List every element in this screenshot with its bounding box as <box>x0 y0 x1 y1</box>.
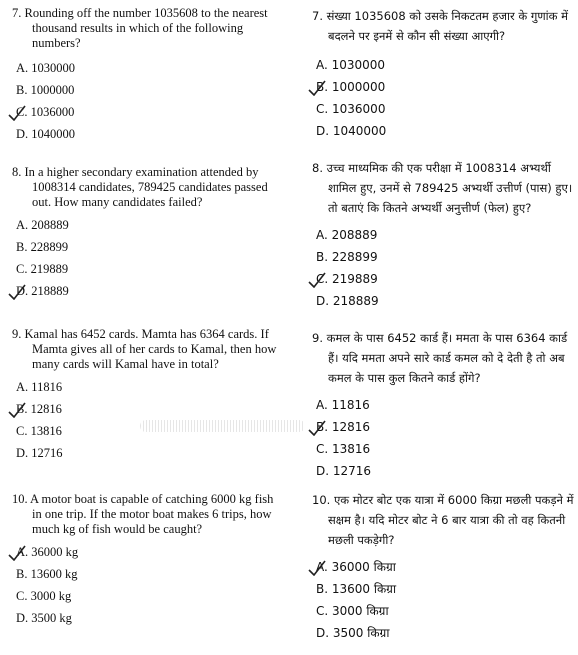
option-a-marked <box>312 560 574 574</box>
option-b: B. 228899 <box>316 250 378 264</box>
question-7-hi <box>312 6 574 138</box>
question-10-hi <box>312 490 574 640</box>
option-c: C. 3000 किग्रा <box>316 604 389 618</box>
option-a: A. 1030000 <box>316 58 386 72</box>
question-7-en <box>12 6 282 142</box>
option-d: D. 3500 किग्रा <box>316 626 390 640</box>
option-d: D. 1040000 <box>316 124 387 138</box>
option-c: C. 13816 <box>16 424 62 438</box>
option-b: B. 228899 <box>16 240 69 254</box>
option-a-marked <box>12 545 282 560</box>
option-b-marked <box>312 420 574 434</box>
option-d: D. 3500 kg <box>16 611 72 625</box>
option-b-marked <box>312 80 574 94</box>
question-9-hi <box>312 328 574 478</box>
option-d: D. 218889 <box>316 294 379 308</box>
option-c-marked <box>312 272 574 286</box>
option-b: B. 13600 किग्रा <box>316 582 397 596</box>
option-b: B. 13600 kg <box>16 567 78 581</box>
question-text: 7. Rounding off the number 1035608 to the nearest thousand results in which of the following numbers? <box>12 6 268 50</box>
question-text: 10. एक मोटर बोट एक यात्रा में 6000 किग्रा मछली पकड़ने में सक्षम है। यदि मोटर बोट ने 6 बार यात्रा की तो वह कितनी मछली पकड़ेगी? <box>312 493 574 547</box>
option-a: A. 208889 <box>316 228 378 242</box>
option-a: A. 11816 <box>316 398 370 412</box>
option-b: B. 1000000 <box>16 83 75 97</box>
option-c: C. 219889 <box>16 262 69 276</box>
option-b-marked <box>12 402 282 417</box>
question-text: 8. In a higher secondary examination attended by 1008314 candidates, 789425 candidates passed out. How many candidates failed? <box>12 165 268 209</box>
option-d: D. 12716 <box>16 446 63 460</box>
option-c: C. 1036000 <box>316 102 386 116</box>
question-8-hi <box>312 158 574 308</box>
scan-smudge <box>140 420 305 432</box>
question-10-en <box>12 492 282 626</box>
option-c-marked <box>12 105 282 120</box>
question-text: 10. A motor boat is capable of catching 6000 kg fish in one trip. If the motor boat makes 6 trips, how much kg of fish would be caught? <box>12 492 274 536</box>
option-d: D. 1040000 <box>16 127 76 141</box>
option-d: D. 12716 <box>316 464 372 478</box>
option-a-label: A. 36000 kg <box>16 545 79 559</box>
option-c-label: C. 219889 <box>316 272 378 286</box>
option-a-label: A. 36000 किग्रा <box>316 560 396 574</box>
option-b-label: B. 1000000 <box>316 80 386 94</box>
option-b-label: B. 12816 <box>16 402 62 416</box>
option-a: A. 11816 <box>16 380 63 394</box>
question-text: 9. Kamal has 6452 cards. Mamta has 6364 cards. If Mamta gives all of her cards to Kamal, then how many cards will Kamal have in total? <box>12 327 277 371</box>
option-d-label: D. 218889 <box>16 284 69 298</box>
option-a: A. 208889 <box>16 218 69 232</box>
option-c-label: C. 1036000 <box>16 105 75 119</box>
option-c: C. 13816 <box>316 442 371 456</box>
question-text: 7. संख्या 1035608 को उसके निकटतम हजार के गुणांक में बदलने पर इनमें से कौन सी संख्या आएगी? <box>312 9 569 43</box>
question-9-en <box>12 327 282 461</box>
question-text: 8. उच्च माध्यमिक की एक परीक्षा में 1008314 अभ्यर्थी शामिल हुए, उनमें से 789425 अभ्यर्थी उत्तीर्ण (पास) हुए। तो बताएं कि कितने अभ्यर्थी अनुत्तीर्ण (फेल) हुए? <box>312 161 573 215</box>
option-a: A. 1030000 <box>16 61 76 75</box>
option-b-label: B. 12816 <box>316 420 371 434</box>
option-d-marked <box>12 284 282 299</box>
question-text: 9. कमल के पास 6452 कार्ड हैं। ममता के पास 6364 कार्ड हैं। यदि ममता अपने सारे कार्ड कमल को दे देती है तो अब कमल के पास कुल कितने कार्ड होंगे? <box>312 331 568 385</box>
question-8-en <box>12 165 282 299</box>
option-c: C. 3000 kg <box>16 589 72 603</box>
